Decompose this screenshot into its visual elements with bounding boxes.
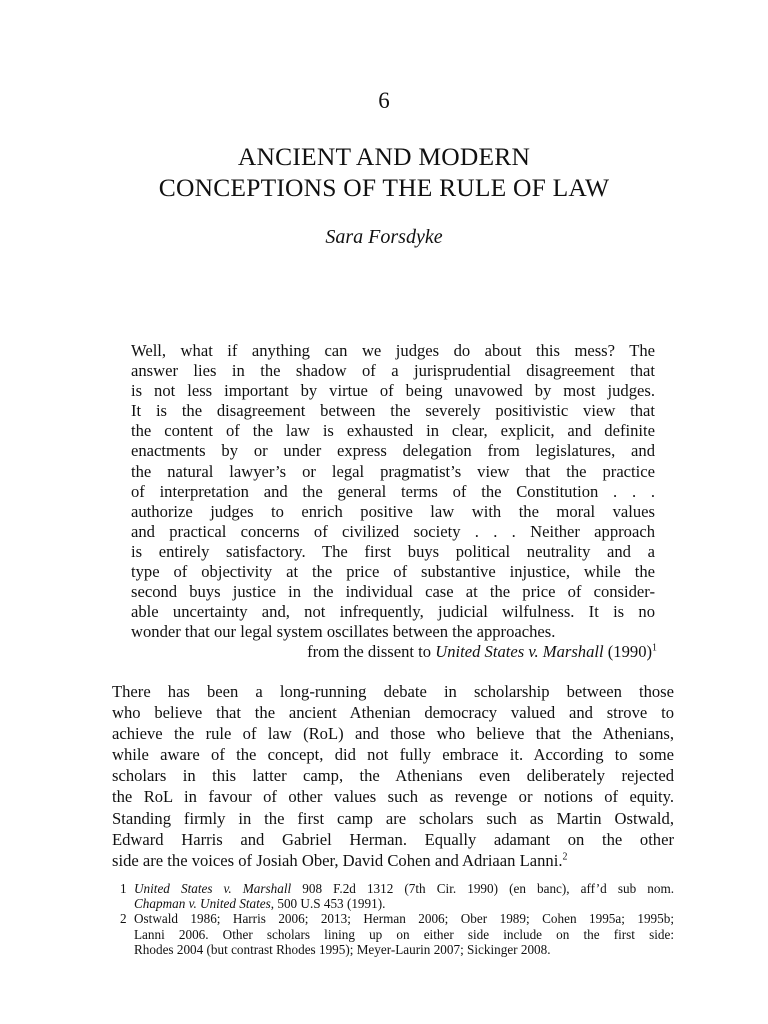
body-paragraph <box>112 681 674 871</box>
body-line: Standing firmly in the first camp are scholars such as Martin Ostwald, <box>112 808 674 828</box>
footnote-number: 1 <box>120 881 127 896</box>
body-line: There has been a long-running debate in scholarship between those <box>112 682 674 701</box>
footnote-case: Chapman v. United States <box>134 896 271 912</box>
epigraph-line: Well, what if anything can we judges do about this mess? The <box>131 341 655 360</box>
body-last-line-text: side are the voices of Josiah Ober, David Cohen and Adriaan Lanni. <box>112 850 563 870</box>
footnote-line: Ostwald 1986; Harris 2006; 2013; Herman 2006; Ober 1989; Cohen 1995a; 1995b; <box>134 911 674 927</box>
epigraph-line: is entirely satisfactory. The first buys political neutrality and a <box>131 541 655 561</box>
epigraph-line: It is the disagreement between the severely positivistic view that <box>131 401 655 421</box>
body-line <box>112 850 674 871</box>
footnote-ref-1[interactable]: 1 <box>652 642 657 654</box>
footnote-line <box>134 881 674 896</box>
epigraph-line: able uncertainty and, not infrequently, judicial wilfulness. It is no <box>131 602 655 622</box>
body-line: Edward Harris and Gabriel Herman. Equally adamant on the other <box>112 829 674 849</box>
chapter-title-line-1: ANCIENT AND MODERN <box>237 142 531 171</box>
chapter-author: Sara Forsdyke <box>325 226 443 248</box>
footnote-text: , 500 U.S 453 (1991). <box>270 896 386 912</box>
footnote-1 <box>112 881 674 911</box>
epigraph-source-prefix: from the dissent to <box>307 642 436 662</box>
body-line: the RoL in favour of other values such as revenge or notions of equity. <box>112 787 674 807</box>
epigraph-source-year: (1990) <box>603 642 653 662</box>
epigraph-source-case: United States v. Marshall <box>435 642 604 662</box>
chapter-number: 6 <box>378 88 390 113</box>
footnote-case: United States v. Marshall <box>134 881 292 896</box>
epigraph-line: enactments by or under express delegation from legislatures, and <box>131 441 655 461</box>
epigraph-line: wonder that our legal system oscillates between the approaches. <box>131 622 556 642</box>
footnote-line: Lanni 2006. Other scholars lining up on either side include on the first side: <box>134 926 674 942</box>
epigraph-line: type of objectivity at the price of substantive injustice, while the <box>131 562 655 582</box>
footnotes <box>112 881 674 957</box>
body-line: while aware of the concept, did not fully embrace it. According to some <box>112 745 674 765</box>
chapter-title-line-2: CONCEPTIONS OF THE RULE OF LAW <box>158 173 610 202</box>
footnote-2 <box>112 911 674 957</box>
body-line: scholars in this latter camp, the Athenians even deliberately rejected <box>112 766 674 786</box>
epigraph-line: and practical concerns of civilized society . . . Neither approach <box>131 521 655 541</box>
epigraph-quote <box>131 341 655 663</box>
epigraph-line: authorize judges to enrich positive law with the moral values <box>131 501 655 521</box>
epigraph-line: of interpretation and the general terms of the Constitution . . . <box>131 481 655 501</box>
epigraph-line: answer lies in the shadow of a jurisprudential disagreement that <box>131 361 655 381</box>
footnote-text: 908 F.2d 1312 (7th Cir. 1990) (en banc), aff’d sub nom. <box>291 881 674 896</box>
footnote-line <box>134 896 674 911</box>
body-line: who believe that the ancient Athenian democracy valued and strove to <box>112 703 674 723</box>
epigraph-line: second buys justice in the individual case at the price of consider- <box>131 582 655 602</box>
chapter-title <box>0 141 768 203</box>
epigraph-line: the natural lawyer’s or legal pragmatist’s view that the practice <box>131 461 655 481</box>
epigraph-source <box>131 642 657 662</box>
epigraph-line: is not less important by virtue of being unavowed by most judges. <box>131 381 655 401</box>
footnote-number: 2 <box>120 911 127 927</box>
body-line: achieve the rule of law (RoL) and those who believe that the Athenians, <box>112 724 674 744</box>
footnote-line: Rhodes 2004 (but contrast Rhodes 1995); Meyer-Laurin 2007; Sickinger 2008. <box>134 941 551 957</box>
footnote-ref-2[interactable]: 2 <box>562 851 568 863</box>
epigraph-line: the content of the law is exhausted in clear, explicit, and definite <box>131 421 655 441</box>
